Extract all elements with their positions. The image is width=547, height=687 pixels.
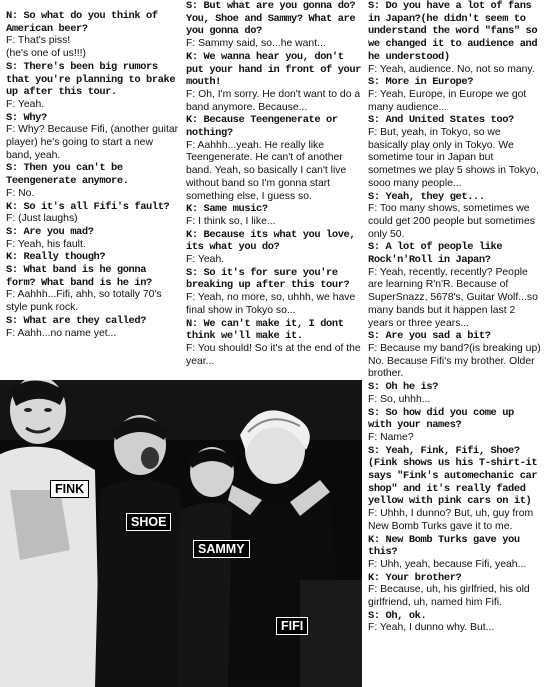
interview-answer: F: Uhh, yeah, because Fifi, yeah... xyxy=(368,558,527,570)
interview-question: K: Because Teengenerate or nothing? xyxy=(186,114,344,140)
interview-question: K: Same music? xyxy=(186,203,268,216)
photo-label-shoe: SHOE xyxy=(126,513,171,531)
interview-question: S: What are they called? xyxy=(6,314,147,327)
interview-question: K: Your brother? xyxy=(368,571,462,584)
interview-question: S: There's been big rumors that you're planning to brake up after this tour. xyxy=(6,60,182,99)
interview-answer: F: Oh, I'm sorry. He don't want to do a band anymore. Because... xyxy=(186,88,364,113)
interview-question: S: Then you can't be Teengenerate anymore. xyxy=(6,162,129,188)
interview-question: S: But what are you gonna do? You, Shoe and Sammy? What are you gonna do? xyxy=(186,0,362,38)
interview-answer: F: Too many shows, sometimes we could get 200 people but sometimes only 50. xyxy=(368,203,538,240)
interview-question: S: What band is he gonna form? What band is he in? xyxy=(6,264,152,289)
interview-question: K: So it's all Fifi's fault? xyxy=(6,200,170,213)
interview-answer: F: Uhhh, I dunno? But, uh, guy from New Bomb Turks gave it to me. xyxy=(368,508,537,532)
interview-answer: F: Yeah, I dunno why. But... xyxy=(368,622,495,634)
interview-answer: F: Yeah, recently, recently? People are learning R'n'R. Because of SuperSnazz, 5678's, Guitar Wolf...so many bands but it happen last 2 years or three years... xyxy=(368,266,541,329)
interview-answer: F: Yeah, his fault. xyxy=(6,238,86,250)
interview-question: S: Are you mad? xyxy=(6,225,94,238)
interview-question: S: Oh, ok. xyxy=(368,609,427,622)
interview-answer: F: No. xyxy=(6,187,35,199)
interview-question: S: Why? xyxy=(6,111,47,124)
interview-answer: F: Because my band?(is breaking up) No. Because Fifi's my brother. Older brother. xyxy=(368,342,544,380)
interview-answer: F: Yeah, no more, so, uhhh, we have final show in Tokyo so... xyxy=(186,292,359,316)
interview-answer: F: Yeah, Europe, in Europe we got many audience... xyxy=(368,88,530,113)
interview-answer: F: Yeah. xyxy=(6,98,45,110)
interview-answer: F: Sammy said, so...he want... xyxy=(186,38,326,50)
interview-answer: (he's one of us!!!) xyxy=(6,48,86,60)
interview-answer: F: Yeah, audience. No, not so many. xyxy=(368,63,535,75)
interview-column-3 xyxy=(368,0,543,635)
interview-question: K: New Bomb Turks gave you this? xyxy=(368,533,526,559)
interview-column-2 xyxy=(186,0,367,368)
interview-question: N: We can't make it, I dont think we'll make it. xyxy=(186,317,350,343)
interview-question: S: A lot of people like Rock'n'Roll in Japan? xyxy=(368,241,509,267)
band-photo xyxy=(0,380,362,687)
photo-label-fifi: FIFI xyxy=(276,617,308,635)
interview-answer: F: Because, uh, his girlfried, his old girlfriend, uh, named him Fifi. xyxy=(368,584,533,609)
interview-question: S: More in Europe? xyxy=(368,76,474,89)
interview-question: S: And United States too? xyxy=(368,114,514,127)
interview-question: S: Are you sad a bit? xyxy=(368,330,491,343)
interview-question: K: Because its what you love, its what you do? xyxy=(186,228,362,254)
interview-question: S: Yeah, Fink, Fifi, Shoe? (Fink shows us his T-shirt-it says "Fink's automechanic car shop" and it's really faded yellow with pink cars on it) xyxy=(368,444,544,508)
interview-answer: F: Yeah. xyxy=(186,254,225,266)
interview-question: K: We wanna hear you, don't put your hand in front of your mouth! xyxy=(186,50,367,89)
interview-answer: F: I think so, I like... xyxy=(186,215,276,227)
interview-answer: F: Aahh...no name yet... xyxy=(6,327,117,339)
interview-answer: F: Name? xyxy=(368,431,414,443)
photo-label-fink: FINK xyxy=(50,480,89,498)
interview-question: S: So how did you come up with your names? xyxy=(368,406,520,432)
interview-answer: F: You should! So it's at the end of the year... xyxy=(186,342,364,367)
interview-question: S: Do you have a lot of fans in Japan?(he didn't seem to understand the word "fans" so we changed it to audience and he understood) xyxy=(368,0,544,63)
interview-answer: F: (Just laughs) xyxy=(6,213,78,225)
interview-question: S: Oh he is? xyxy=(368,381,439,394)
interview-answer: F: But, yeah, in Tokyo, so we basically play only in Tokyo. We sometime tour in Japan but sometmes we play 5 shows in Tokyo, sooo many people... xyxy=(368,127,542,189)
interview-question: S: Yeah, they get... xyxy=(368,190,485,203)
interview-answer: F: Aahhh...yeah. He really like Teengenerate. He can't of another band. Yeah, so basically I can't live without band so I'm gonna start something else, I guess so. xyxy=(186,139,350,202)
photo-label-sammy: SAMMY xyxy=(193,540,250,558)
interview-question: S: So it's for sure you're breaking up after this tour? xyxy=(186,266,350,292)
interview-answer: F: Why? Because Fifi, (another guitar player) he's going to start a new band, yeah. xyxy=(6,124,181,161)
interview-question: K: Really though? xyxy=(6,251,106,264)
interview-column-1 xyxy=(6,10,180,340)
interview-answer: F: That's piss! xyxy=(6,35,71,47)
interview-answer: F: So, uhhh... xyxy=(368,393,431,405)
interview-question: N: So what do you think of American beer? xyxy=(6,10,164,35)
interview-answer: F: Aahhh...Fifi, ahh, so totally 70's style punk rock. xyxy=(6,289,165,314)
band-photo-image xyxy=(0,380,362,687)
